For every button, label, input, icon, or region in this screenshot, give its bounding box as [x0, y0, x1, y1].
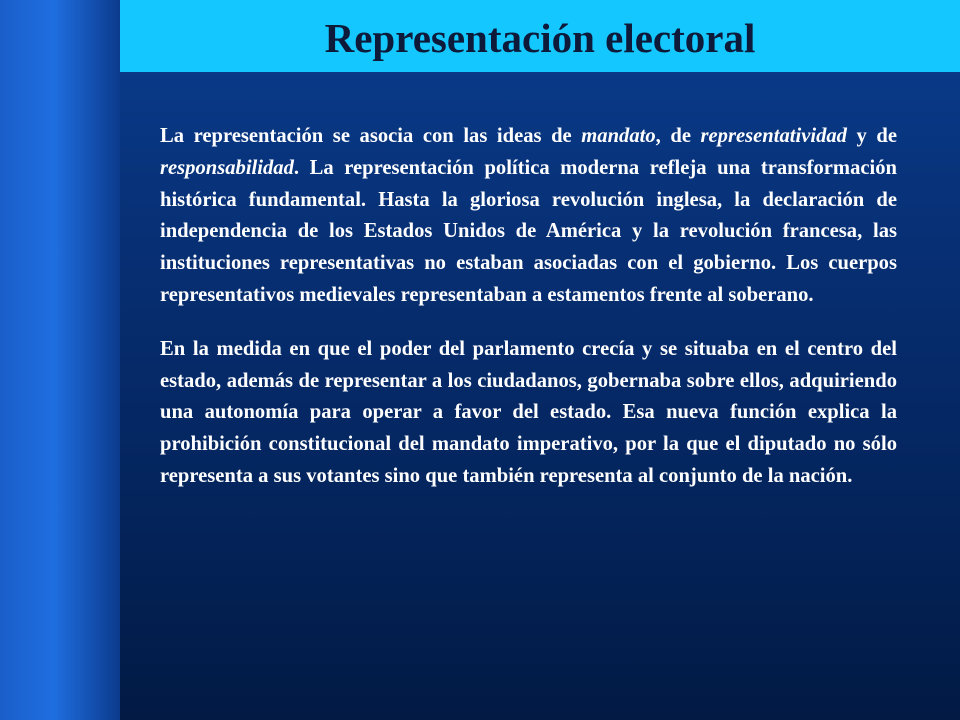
slide-title: Representación electoral: [324, 15, 756, 61]
term-representatividad: representatividad: [700, 125, 847, 147]
paragraph-1: [160, 121, 897, 312]
paragraph-2: En la medida en que el poder del parlamento crecía y se situaba en el centro del estado, además de representar a los ciudadanos, gobernaba sobre ellos, adquiriendo una autonomía para operar a favor del estado. Esa nueva función explica la prohibición constitucional del mandato imperativo, por la que el diputado no sólo representa a sus votantes sino que también representa al conjunto de la nación.: [160, 337, 897, 487]
slide-body: [160, 121, 897, 493]
paragraph-1-text-d: . La representación política moderna refleja una transformación histórica fundamental. Hasta la gloriosa revolución inglesa, la declaración de independencia de los Estados Unidos de América y la revolución francesa, las instituciones representativas no estaban asociadas con el gobierno. Los cuerpos representativos medievales representaban a estamentos frente al soberano.: [160, 156, 897, 306]
paragraph-1-text-b: , de: [655, 125, 701, 147]
paragraph-1-text-a: La representación se asocia con las ideas de: [160, 125, 582, 147]
left-accent-bar: [0, 0, 120, 720]
term-responsabilidad: responsabilidad: [160, 156, 294, 179]
term-mandato: mandato: [581, 125, 656, 147]
paragraph-1-text-c: y de: [846, 125, 897, 147]
